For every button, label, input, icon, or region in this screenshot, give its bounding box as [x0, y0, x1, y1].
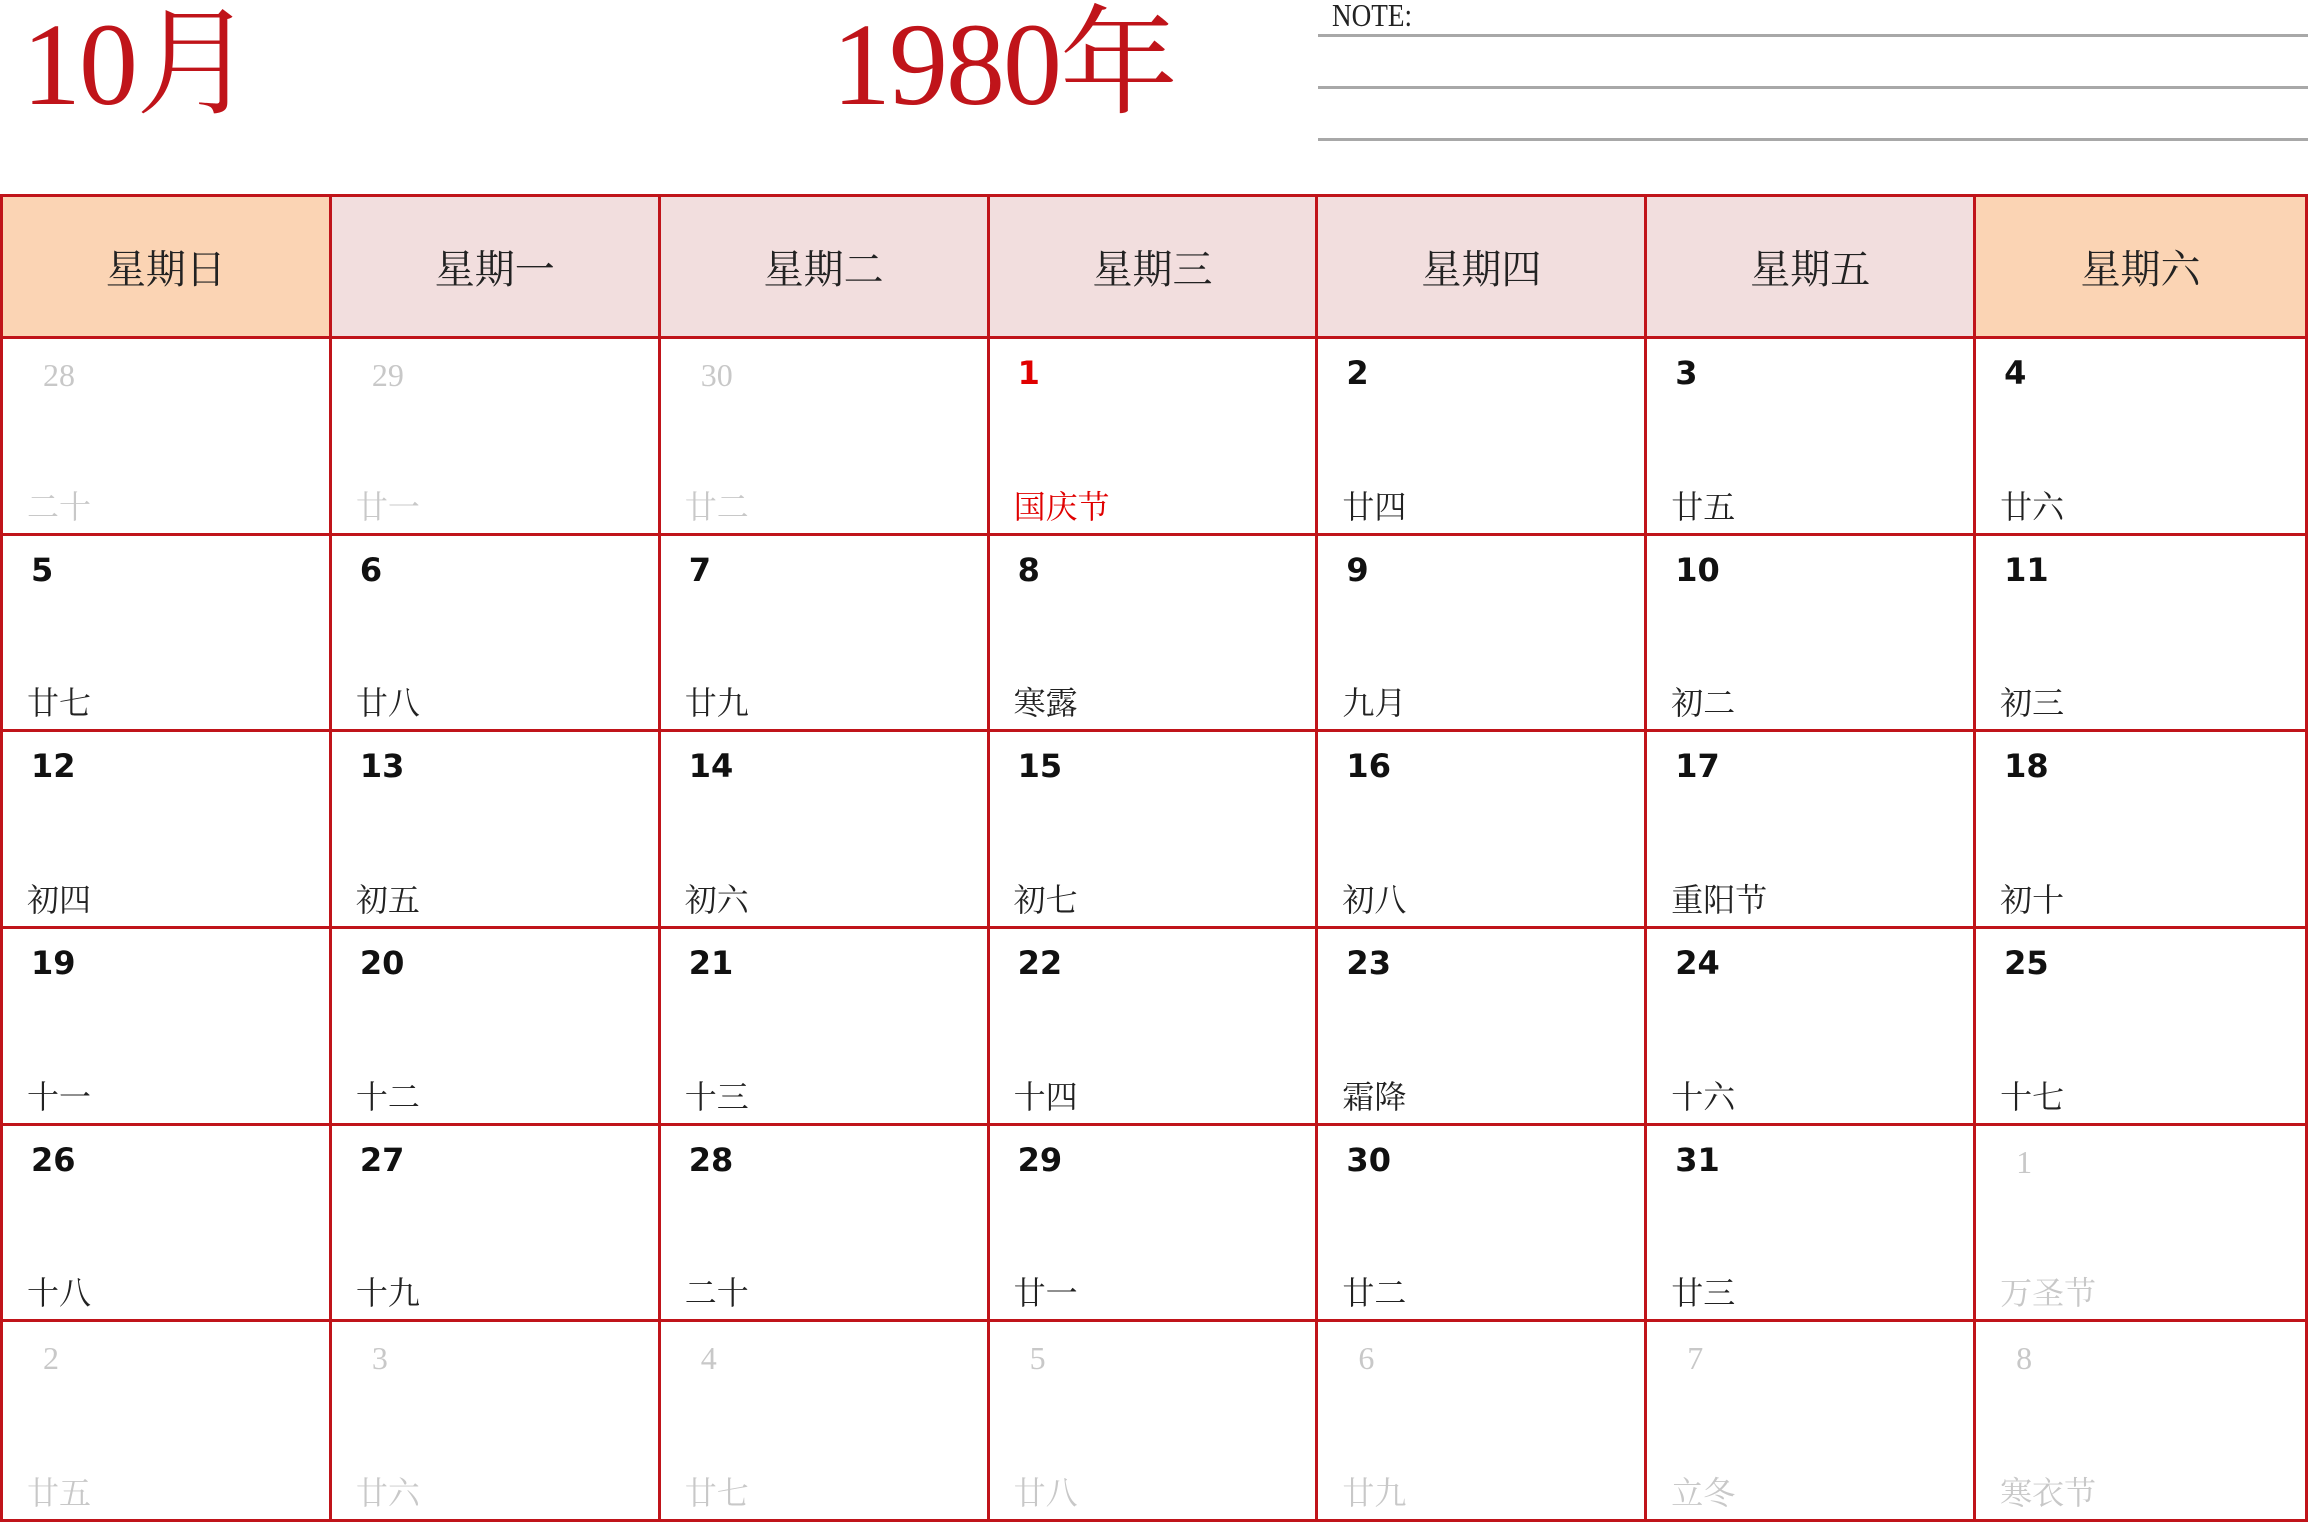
lunar-date: 重阳节 [1671, 881, 1768, 919]
day-number: 17 [1675, 747, 1720, 786]
day-cell[interactable] [990, 1322, 1319, 1519]
day-cell[interactable] [1318, 1322, 1647, 1519]
day-cell[interactable] [990, 929, 1319, 1126]
year-title: 1980年 [832, 0, 1177, 130]
day-number: 31 [1675, 1140, 1720, 1179]
day-number: 14 [688, 747, 734, 786]
lunar-date: 廿五 [1671, 487, 1736, 526]
day-cell[interactable] [1318, 732, 1647, 929]
day-cell[interactable] [332, 339, 661, 536]
lunar-date: 九月 [1342, 684, 1407, 723]
day-cell[interactable] [1647, 732, 1976, 929]
weekday-header-wednesday: 星期三 [990, 197, 1319, 339]
lunar-date: 初七 [1013, 881, 1078, 919]
lunar-date: 十七 [2000, 1077, 2065, 1116]
lunar-date: 廿六 [2000, 487, 2065, 526]
day-number: 19 [31, 944, 76, 982]
day-cell[interactable] [990, 339, 1319, 536]
day-number: 21 [688, 944, 734, 982]
day-number: 1 [2016, 1143, 2033, 1180]
day-number: 10 [1675, 550, 1720, 589]
day-cell[interactable] [1318, 1126, 1647, 1323]
day-number: 28 [43, 357, 75, 393]
lunar-date: 十八 [27, 1274, 92, 1313]
day-cell[interactable] [661, 1126, 990, 1323]
lunar-date: 廿二 [684, 487, 749, 526]
month-title: 10月 [22, 0, 253, 130]
day-cell[interactable] [332, 732, 661, 929]
day-number: 24 [1675, 944, 1720, 982]
day-cell[interactable] [1318, 536, 1647, 733]
lunar-date: 廿一 [355, 487, 420, 526]
day-number: 13 [359, 747, 405, 786]
day-number: 8 [1017, 550, 1040, 589]
lunar-date: 国庆节 [1013, 487, 1110, 526]
day-cell[interactable] [3, 1126, 332, 1323]
lunar-date: 二十 [27, 487, 92, 526]
day-cell[interactable] [661, 536, 990, 733]
lunar-date: 霜降 [1342, 1077, 1407, 1116]
lunar-date: 立冬 [1671, 1474, 1736, 1512]
day-number: 27 [359, 1140, 405, 1179]
day-number: 1 [1017, 354, 1040, 392]
lunar-date: 初五 [355, 881, 420, 919]
lunar-date: 廿九 [684, 684, 749, 723]
day-cell[interactable] [332, 536, 661, 733]
weekday-header-saturday: 星期六 [1976, 197, 2305, 339]
calendar-grid [0, 194, 2308, 1522]
lunar-date: 廿五 [27, 1474, 92, 1512]
day-number: 28 [688, 1140, 734, 1179]
day-number: 30 [700, 357, 733, 393]
day-number: 29 [371, 357, 404, 393]
day-number: 30 [1346, 1140, 1391, 1179]
day-cell[interactable] [332, 929, 661, 1126]
lunar-date: 廿三 [1671, 1274, 1736, 1313]
day-number: 25 [2004, 944, 2049, 982]
weekday-header-tuesday: 星期二 [661, 197, 990, 339]
day-cell[interactable] [661, 339, 990, 536]
day-cell[interactable] [990, 732, 1319, 929]
note-label: NOTE: [1332, 0, 1413, 33]
note-line [1318, 34, 2308, 37]
weekday-header-thursday: 星期四 [1318, 197, 1647, 339]
day-cell[interactable] [990, 536, 1319, 733]
day-number: 9 [1346, 550, 1369, 589]
lunar-date: 万圣节 [2000, 1274, 2097, 1313]
weekday-header-sunday: 星期日 [3, 197, 332, 339]
day-cell[interactable] [332, 1126, 661, 1323]
day-cell[interactable] [1318, 339, 1647, 536]
day-cell[interactable] [1976, 339, 2305, 536]
day-cell[interactable] [3, 339, 332, 536]
weekday-header-friday: 星期五 [1647, 197, 1976, 339]
day-number: 12 [31, 747, 76, 786]
lunar-date: 寒露 [1013, 684, 1078, 723]
lunar-date: 廿七 [684, 1474, 749, 1512]
day-cell[interactable] [1647, 536, 1976, 733]
day-cell[interactable] [1976, 929, 2305, 1126]
lunar-date: 十四 [1013, 1077, 1078, 1116]
day-number: 11 [2004, 550, 2049, 589]
day-cell[interactable] [1976, 1322, 2305, 1519]
weekday-header-monday: 星期一 [332, 197, 661, 339]
lunar-date: 初八 [1342, 881, 1407, 919]
lunar-date: 二十 [684, 1274, 749, 1313]
lunar-date: 初三 [2000, 684, 2065, 723]
lunar-date: 廿四 [1342, 487, 1407, 526]
day-number: 6 [359, 550, 383, 589]
day-number: 5 [1029, 1340, 1046, 1377]
day-cell[interactable] [1976, 1126, 2305, 1323]
lunar-date: 初四 [27, 881, 92, 919]
lunar-date: 廿二 [1342, 1274, 1407, 1313]
day-number: 4 [2004, 354, 2027, 392]
day-number: 5 [31, 550, 54, 589]
note-line [1318, 138, 2308, 141]
day-number: 2 [43, 1340, 59, 1377]
lunar-date: 十三 [684, 1077, 749, 1116]
lunar-date: 十二 [355, 1077, 420, 1116]
day-number: 16 [1346, 747, 1391, 786]
day-cell[interactable] [1647, 929, 1976, 1126]
lunar-date: 寒衣节 [2000, 1474, 2097, 1512]
day-cell[interactable] [1318, 929, 1647, 1126]
day-cell[interactable] [3, 929, 332, 1126]
lunar-date: 十一 [27, 1077, 92, 1116]
lunar-date: 初十 [2000, 881, 2065, 919]
day-cell[interactable] [3, 732, 332, 929]
note-line [1318, 86, 2308, 89]
day-number: 3 [1675, 354, 1698, 392]
day-number: 7 [1687, 1340, 1704, 1377]
lunar-date: 十六 [1671, 1077, 1736, 1116]
lunar-date: 初六 [684, 881, 749, 919]
day-number: 26 [31, 1140, 76, 1179]
day-cell[interactable] [990, 1126, 1319, 1323]
lunar-date: 廿八 [1013, 1474, 1078, 1512]
lunar-date: 初二 [1671, 684, 1736, 723]
day-number: 20 [359, 944, 405, 982]
day-cell[interactable] [3, 536, 332, 733]
day-number: 18 [2004, 747, 2049, 786]
day-cell[interactable] [1647, 1126, 1976, 1323]
lunar-date: 廿一 [1013, 1274, 1078, 1313]
day-number: 15 [1017, 747, 1063, 786]
lunar-date: 十九 [355, 1274, 420, 1313]
day-number: 7 [688, 550, 711, 589]
day-number: 6 [1358, 1340, 1375, 1377]
day-cell[interactable] [1976, 536, 2305, 733]
day-cell[interactable] [661, 929, 990, 1126]
day-cell[interactable] [3, 1322, 332, 1519]
day-cell[interactable] [1647, 339, 1976, 536]
day-cell[interactable] [661, 1322, 990, 1519]
lunar-date: 廿九 [1342, 1474, 1407, 1512]
day-number: 29 [1017, 1140, 1063, 1179]
day-number: 2 [1346, 354, 1369, 392]
day-cell[interactable] [1976, 732, 2305, 929]
day-number: 23 [1346, 944, 1391, 982]
lunar-date: 廿八 [355, 684, 420, 723]
day-number: 22 [1017, 944, 1063, 982]
day-number: 8 [2016, 1340, 2033, 1377]
day-cell[interactable] [1647, 1322, 1976, 1519]
note-area [1318, 0, 2308, 142]
lunar-date: 廿六 [355, 1474, 420, 1512]
day-number: 4 [700, 1340, 717, 1377]
day-number: 3 [371, 1340, 388, 1377]
day-cell[interactable] [332, 1322, 661, 1519]
day-cell[interactable] [661, 732, 990, 929]
lunar-date: 廿七 [27, 684, 92, 723]
